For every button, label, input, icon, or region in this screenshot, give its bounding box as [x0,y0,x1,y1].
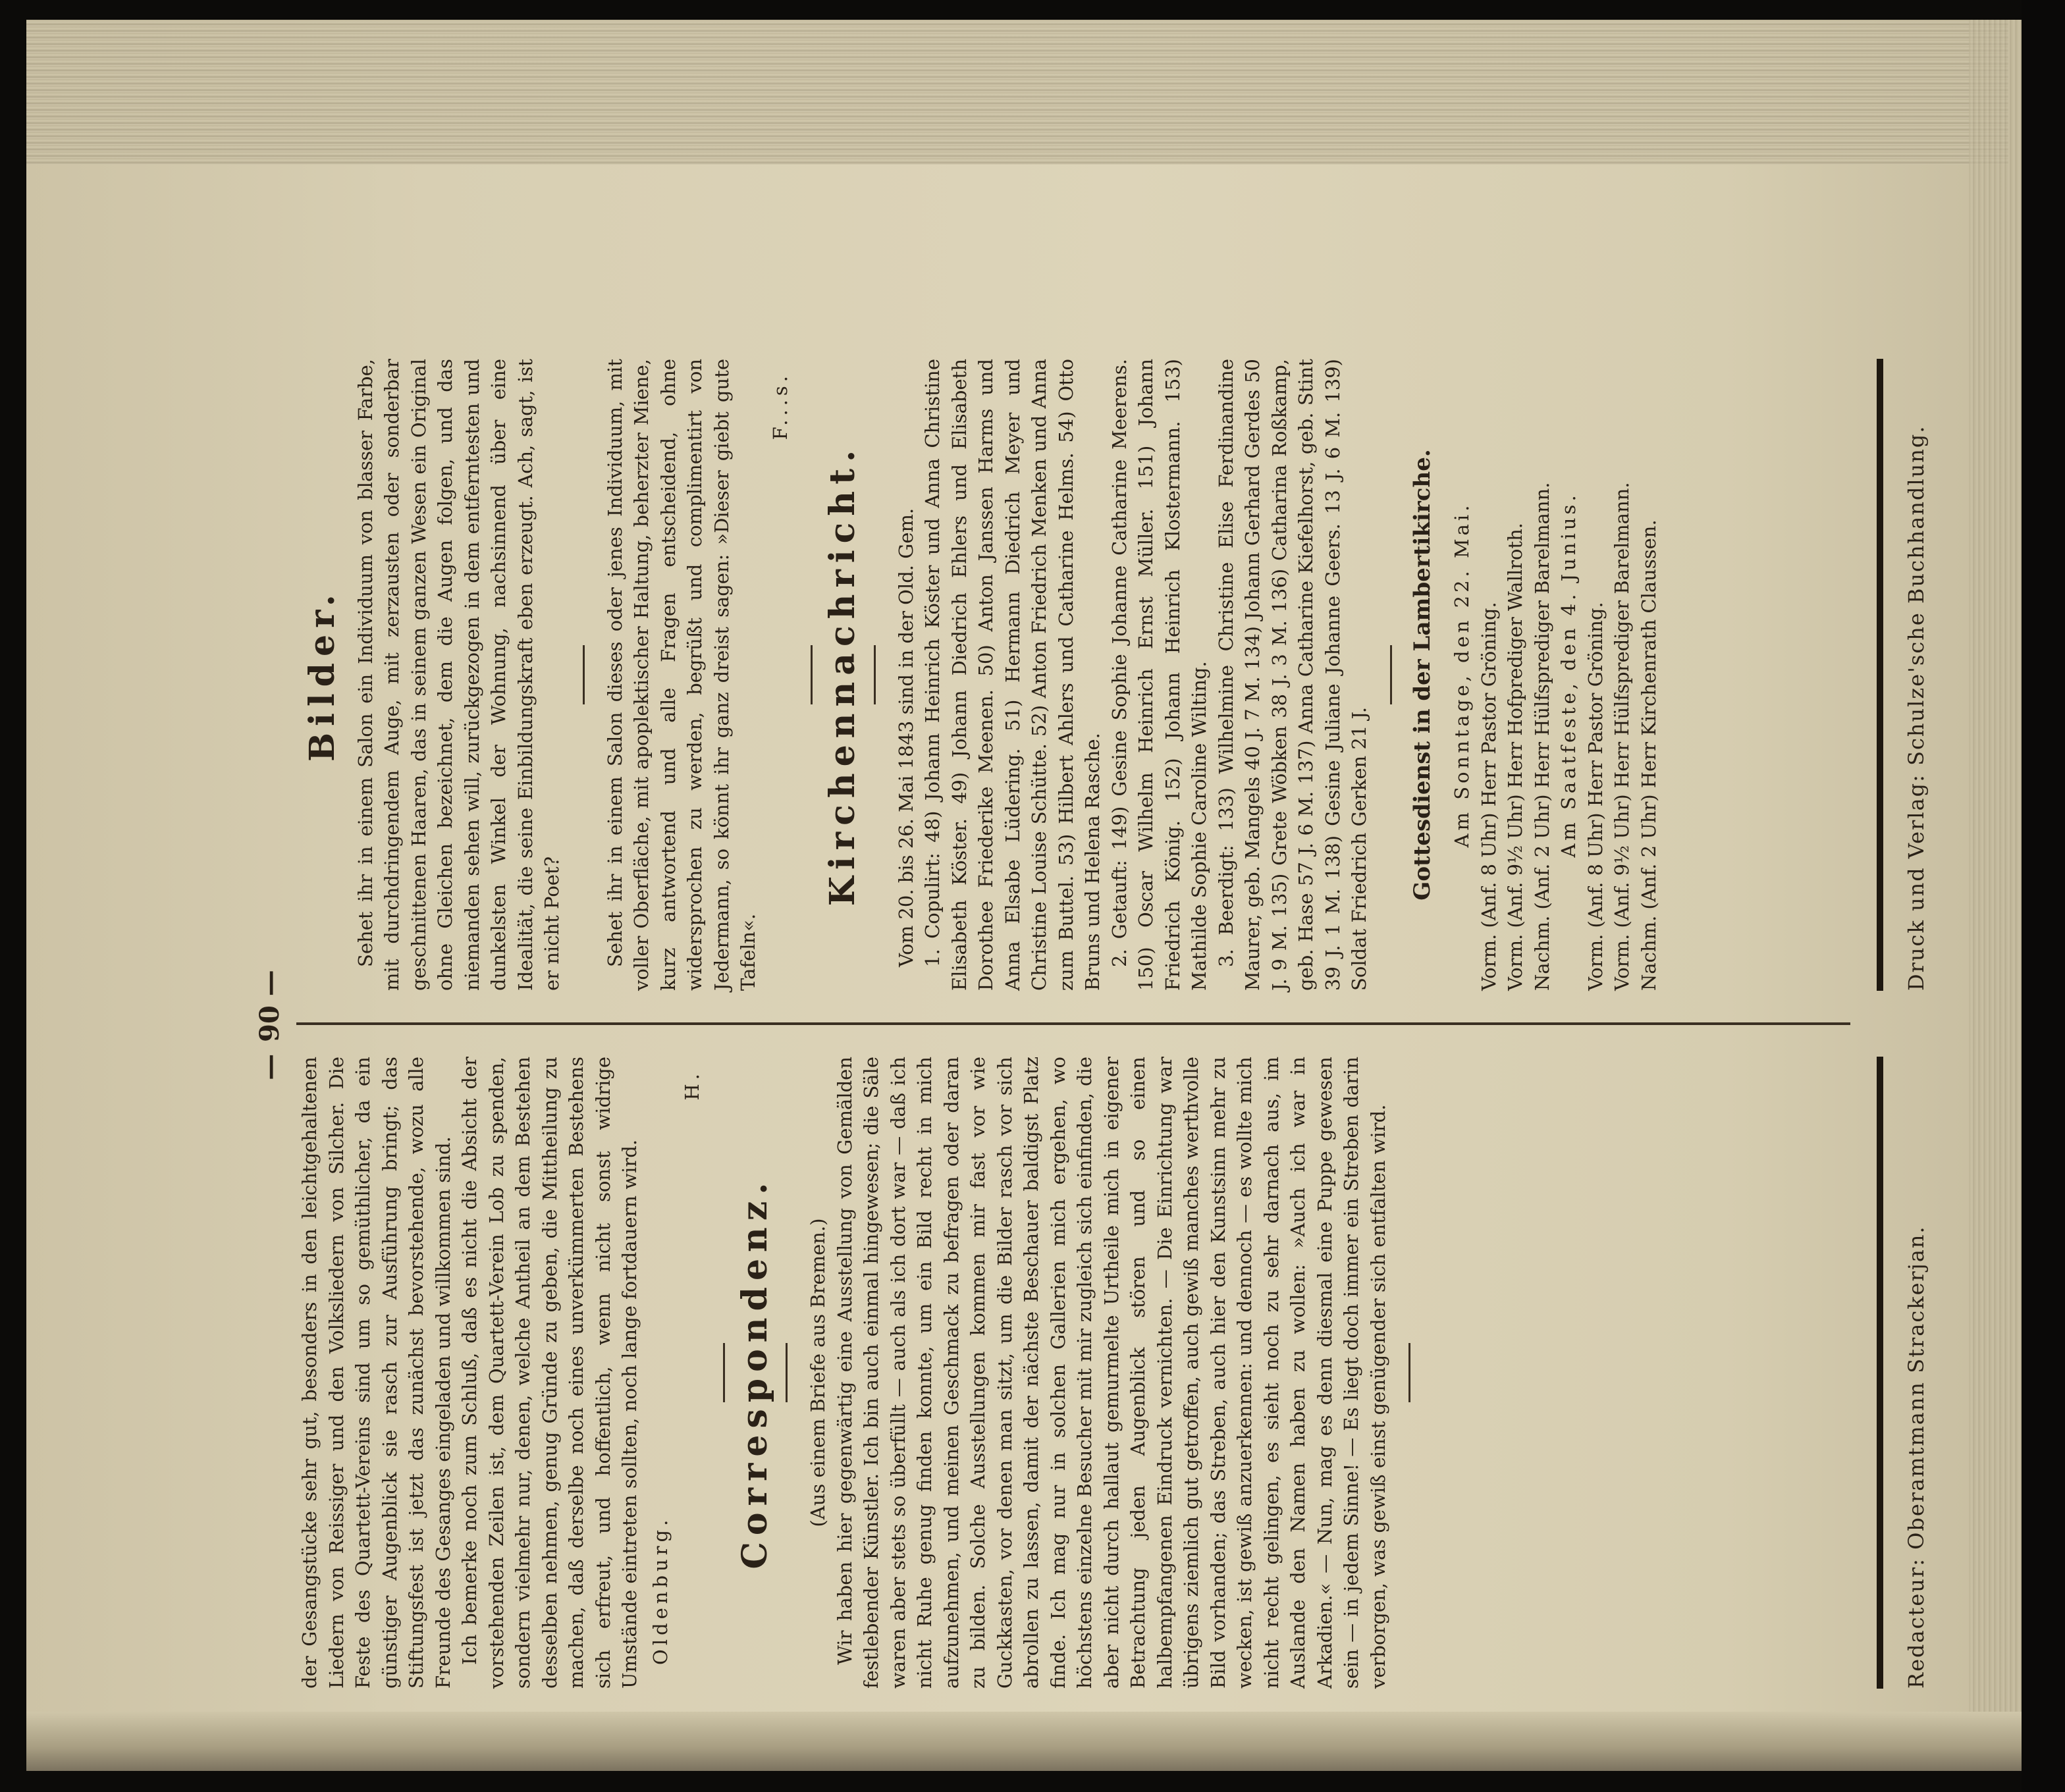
saturday-service-2: Vorm. (Anf. 9½ Uhr) Herr Hülfsprediger Barelmann. [1611,482,1633,991]
church-intro: Vom 20. bis 26. Mai 1843 sind in der Old. Gem. [894,508,917,967]
stacked-page-edges [26,20,2008,165]
paragraph-separator [583,645,585,704]
sunday-service-1: Vorm. (Anf. 8 Uhr) Herr Pastor Gröning. [1477,602,1500,991]
paragraph-bremen: Wir haben hier gegenwärtig eine Ausstellung von Gemälden festlebender Künstler. Ich bin auch einmal hingewesen; die Säle waren aber stets so überfüllt — auch als ich dort war — daß ich nicht Ruhe genug finden konnte, um ein Bild recht in mich aufzunehmen, und meinen Geschmack zu befragen oder daran zu bilden. Solche Ausstellungen kommen mir fast vor wie Guckkasten, vor denen man sitzt, um die Bilder rasch vor sich abrollen zu lassen, damit der nächste Beschauer baldigst Platz finde. Ich mag nur in solchen Gallerien mich ergehen, wo höchstens einzelne Besucher mit mir zugleich sich einfinden, die aber nicht durch hallaut gemurmelte Urtheile mich in eigener Betrachtung jeden Augenblick stören und so einen halbempfangenen Eindruck vernichten. — Die Einrichtung war übrigens ziemlich gut getroffen, auch gewiß manches werthvolle Bild vorhanden; das Streben, auch hier den Kunstsinn mehr zu wecken, ist gewiß anzuerkennen: und dennoch — es wollte mich nicht recht gelingen, es sieht noch zu sehr darnach aus, im Auslande den Namen haben zu wollen: »Auch ich war in Arkadien.« — Nun, mag es denn diesmal eine Puppe gewesen sein — in jedem Sinne! — Es liegt doch immer ein Streben darin verborgen, was gewiß einst genügender sich entfalten wird. [833,1057,1389,1689]
title-rule [786,1343,788,1402]
church-getauft: 2. Getauft: 149) Gesine Sophie Johanne Catharine Meerens. 150) Oscar Wilhelm Heinrich Ernst Müller. 151) Johann Friedrich König. 152) Johann Heinrich Klostermann. 153) Mathilde Sophie Caroline Wilting. [1108,359,1210,991]
paragraph-tafeln: Sehet ihr in einem Salon dieses oder jenes Individuum, mit voller Oberfläche, mit apoplektischer Haltung, beherzter Miene, kurz antwortend und alle Fragen entscheidend, ohne widersprochen zu werden, begrüßt und complimentirt von Jedermann, so könnt ihr ganz dreist sagen: »Dieser giebt gute Tafeln«. [603,359,759,991]
page-number: — 90 — [254,967,285,1080]
binding-gutter [26,1712,2022,1771]
paragraph-poet: Sehet ihr in einem Salon ein Individuum von blasser Farbe, mit durchdringendem Auge, mit zerzausten oder sonderbar geschnittenen Haaren, das in seinem ganzen Wesen ein Original ohne Gleichen bezeichnet, dem die Augen folgen, und das niemanden sehen will, zurückgezogen in dem entferntesten und dunkelsten Winkel der Wohnung, nachsinnend über eine Idealität, die seine Einbildungskraft eben erzeugt. Ach, sagt, ist er nicht Poet? [354,359,563,991]
church-copulirt: 1. Copulirt: 48) Johann Heinrich Köster und Anna Christine Elisabeth Köster. 49) Johann Diedrich Ehlers und Elisabeth Dorothee Friederike Meenen. 50) Anton Janssen Harms und Anna Elsabe Lüdering. 51) Hermann Diedrich Meyer und Christine Louise Schütte. 52) Anton Friedrich Menken und Anna zum Buttel. 53) Hilbert Ahlers und Catharine Helms. 54) Otto Bruns und Helena Rasche. [921,359,1104,991]
left-column [296,1057,1428,1689]
section-title-bilder: Bilder. [302,588,342,762]
section-separator [723,1343,725,1402]
section-title-kirchennachricht: Kirchennachricht. [822,443,863,907]
saturday-heading: Am Saatfeste, den 4. Junius. [1557,492,1580,858]
section-separator-2 [811,645,813,704]
saturday-service-3: Nachm. (Anf. 2 Uhr) Herr Kirchenrath Claussen. [1637,519,1660,991]
sunday-heading: Am Sonntage, den 22. Mai. [1451,502,1473,848]
dateline-place: Oldenburg. [649,1515,672,1665]
saturday-service-1: Vorm. (Anf. 8 Uhr) Herr Pastor Gröning. [1584,602,1607,991]
sunday-service-3: Nachm. (Anf. 2 Uhr) Herr Hülfsprediger Barelmann. [1530,482,1553,991]
paragraph-schluss: Ich bemerke noch zum Schluß, daß es nicht die Absicht der vorstehenden Zeilen ist, dem Quartett-Verein Lob zu spenden, sondern vielmehr nur, denen, welche Antheil an dem Bestehen desselben nehmen, genug Gründe zu geben, die Mittheilung zu machen, daß derselbe noch eines unverkümmerten Bestehens sich erfreut, und hoffentlich, wenn nicht sonst widrige Umstände eintreten sollten, noch lange fortdauern wird. [458,1057,641,1689]
signature-h: H. [681,1070,703,1101]
footer-verlag: Druck und Verlag: Schulze'sche Buchhandlung. [1904,425,1929,991]
paragraph-quartett: der Gesangstücke sehr gut, besonders in den leichtgehaltenen Liedern von Reissiger und den Volksliedern von Silcher. Die Feste des Quartett-Vereins sind um so gemüthlicher, da ein günstiger Augenblick sie rasch zur Ausführung bringt; das Stiftungsfest ist jetzt das zunächst bevorstehende, wozu alle Freunde des Gesanges eingeladen und willkommen sind. [298,1057,454,1689]
footer-redacteur: Redacteur: Oberamtmann Strackerjan. [1904,1225,1929,1689]
end-separator [1408,1343,1410,1402]
section-title-correspondenz: Correspondenz. [734,1176,775,1569]
column-divider [296,1022,1850,1025]
signature-fs: F...s. [768,372,791,440]
right-column [296,359,1662,991]
footer-rule-right [1877,359,1883,991]
section-subtitle: (Aus einem Briefe aus Bremen.) [807,1218,829,1527]
service-title: Gottesdienst in der Lambertikirche. [1408,449,1435,901]
church-beerdigt: 3. Beerdigt: 133) Wilhelmine Christine Elise Ferdinandine Maurer, geb. Mangels 40 J. 7 M. 134) Johann Gerhard Gerdes 50 J. 9 M. 135) Grete Wöbken 38 J. 3 M. 136) Catharina Roßkamp, geb. Hase 57 J. 6 M. 137) Anna Catharine Kiefelhorst, geb. Stint 39 J. 1 M. 138) Gesine Juliane Johanne Geers. 13 J. 6 M. 139) Soldat Friedrich Gerken 21 J. [1214,359,1370,991]
footer-rule-left [1877,1057,1883,1689]
rotated-page-content [254,359,2065,1689]
sunday-service-2: Vorm. (Anf. 9½ Uhr) Herr Hofprediger Wallroth. [1504,522,1526,991]
title-rule-2 [874,645,876,704]
section-separator-3 [1390,645,1392,704]
